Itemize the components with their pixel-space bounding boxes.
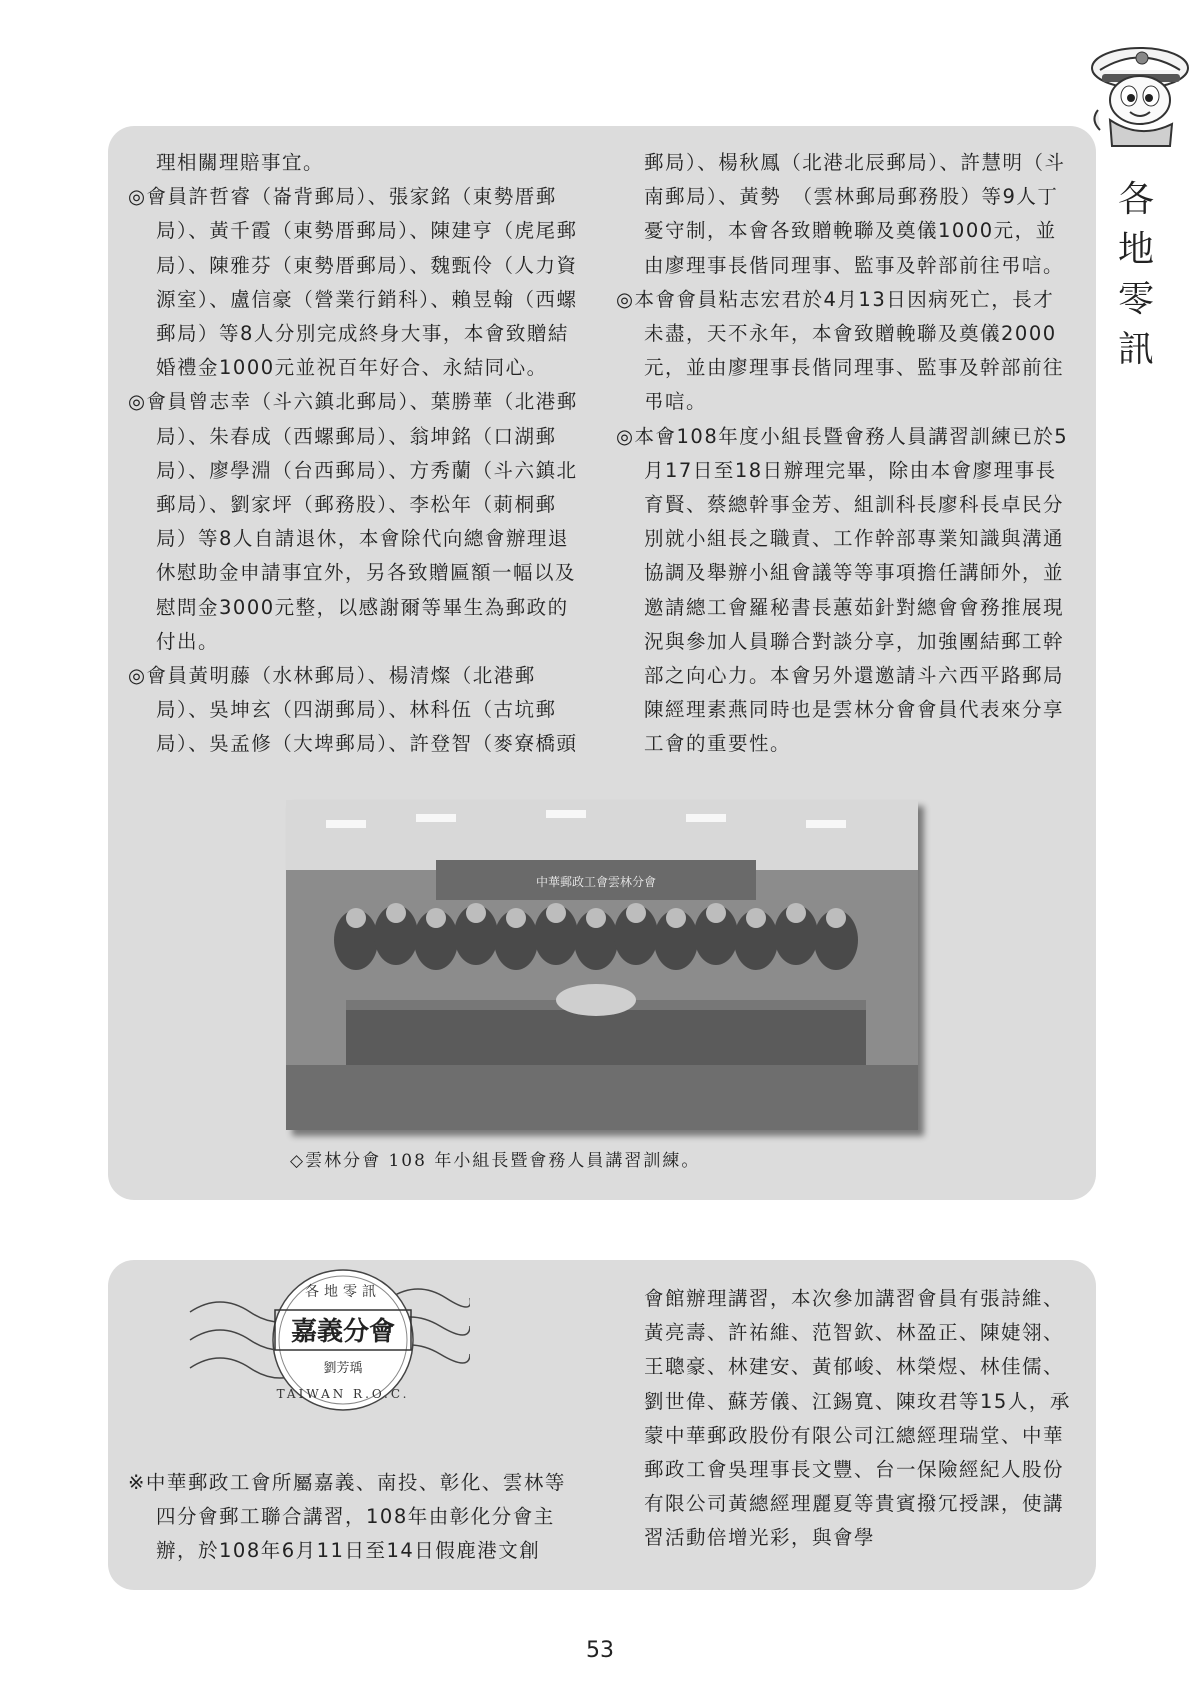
section-title: 各地零訊 — [1117, 179, 1154, 370]
paragraph: 郵局）、楊秋鳳（北港北辰郵局）、許慧明（斗南郵局）、黃勢 （雲林郵局郵務股）等9人丁憂守制，本會各致贈輓聯及奠儀1000元，並由廖理事長偕同理事、監事及幹部前往弔唁。 — [644, 151, 1066, 277]
photo-caption: ◇雲林分會 108 年小組長暨會務人員講習訓練。 — [290, 1151, 701, 1171]
paragraph: ※中華郵政工會所屬嘉義、南投、彰化、雲林等四分會郵工聯合講習，108年由彰化分會主辦，於108年6月11日至14日假鹿港文創 — [128, 1471, 566, 1563]
stamp-author: 劉芳瑀 — [323, 1361, 363, 1376]
bottom-right-column — [616, 1282, 1074, 1556]
photo-banner-text: 中華郵政工會雲林分會 — [535, 875, 657, 889]
stamp-bottom-text: TAIWAN R.O.C. — [276, 1387, 410, 1401]
postmark-stamp — [180, 1262, 470, 1432]
group-photo — [286, 800, 918, 1130]
postman-mascot-icon — [1080, 40, 1190, 150]
paragraph: ◎會員許哲睿（崙背郵局）、張家銘（東勢厝郵局）、黃千霞（東勢厝郵局）、陳建亨（虎尾郵局）、陳雅芬（東勢厝郵局）、魏甄伶（人力資源室）、盧信豪（營業行銷科）、賴昱翰（西螺郵局）等8人分別完成終身大事，本會致贈結婚禮金1000元並祝百年好合、永結同心。 — [128, 185, 578, 380]
bottom-left-column — [128, 1466, 586, 1569]
page-number: 53 — [586, 1638, 614, 1663]
paragraph: ◎本會108年度小組長暨會務人員講習訓練已於5月17日至18日辦理完畢，除由本會廖理事長育賢、蔡總幹事金芳、組訓科長廖科長卓民分別就小組長之職責、工作幹部專業知識與溝通協調及舉辦小組會議等等事項擔任講師外，並邀請總工會羅秘書長蕙茹針對總會會務推展現況與參加人員聯合對談分享，加強團結郵工幹部之向心力。本會另外還邀請斗六西平路郵局陳經理素燕同時也是雲林分會會員代表來分享工會的重要性。 — [616, 424, 1069, 756]
paragraph: ◎會員曾志幸（斗六鎮北郵局）、葉勝華（北港郵局）、朱春成（西螺郵局）、翁坤銘（口湖郵局）、廖學淵（台西郵局）、方秀蘭（斗六鎮北郵局）、劉家坪（郵務股）、李松年（莿桐郵局）等8人自請退休，本會除代向總會辦理退休慰助金申請事宜外，另各致贈匾額一幅以及慰問金3000元整，以感謝爾等畢生為郵政的付出。 — [128, 390, 578, 653]
top-right-column — [616, 146, 1074, 762]
paragraph: 理相關理賠事宜。 — [156, 151, 325, 174]
paragraph: 會館辦理講習，本次參加講習會員有張詩維、黃亮壽、許祐維、范智欽、林盈正、陳婕翎、王聰豪、林建安、黃郁峻、林榮煜、林佳儒、劉世偉、蘇芳儀、江錫寬、陳玫君等15人，承蒙中華郵政股份有限公司江總經理瑞堂、中華郵政工會吳理事長文豐、台一保險經紀人股份有限公司黃總經理麗夏等貴賓撥冗授課，使講習活動倍增光彩，與會學 — [644, 1287, 1071, 1550]
top-left-column — [128, 146, 586, 762]
paragraph: ◎本會會員粘志宏君於4月13日因病死亡，長才未盡，天不永年，本會致贈輓聯及奠儀2000元，並由廖理事長偕同理事、監事及幹部前往弔唁。 — [616, 287, 1065, 414]
stamp-title: 嘉義分會 — [290, 1317, 396, 1347]
paragraph: ◎會員黃明藤（水林郵局）、楊清燦（北港郵局）、吳坤玄（四湖郵局）、林科伍（古坑郵局）、吳孟修（大埤郵局）、許登智（麥寮橋頭 — [128, 664, 578, 756]
stamp-top-text: 各地零訊 — [305, 1284, 381, 1300]
